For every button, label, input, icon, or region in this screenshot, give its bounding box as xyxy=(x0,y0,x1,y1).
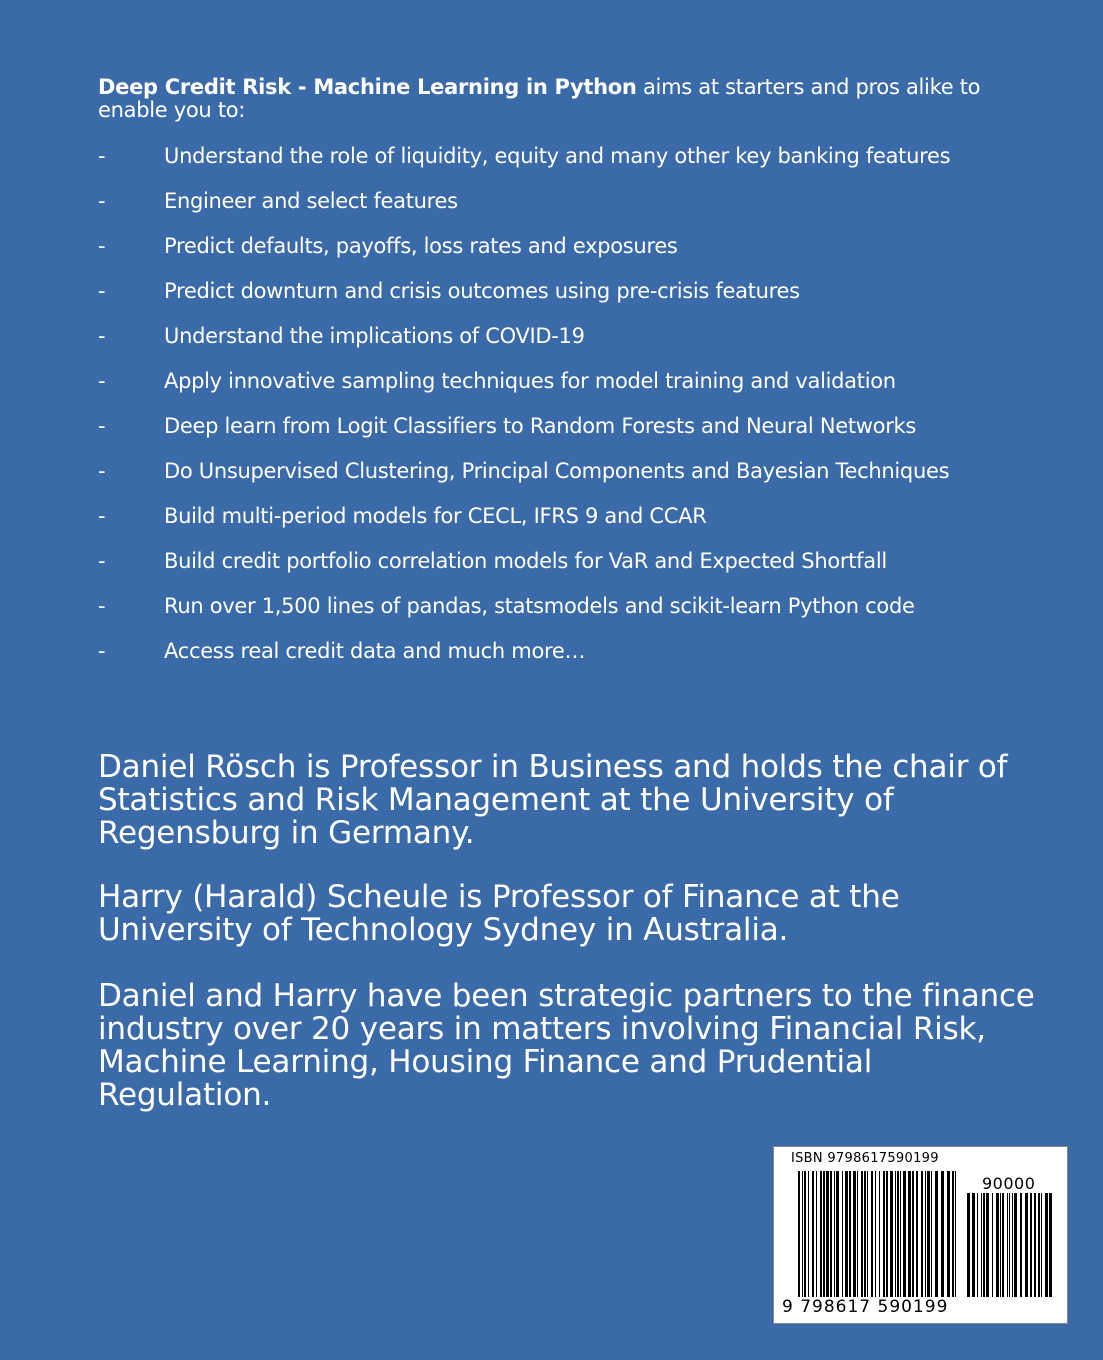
list-item xyxy=(98,322,1058,367)
author-bio-scheule: Harry (Harald) Scheule is Professor of Finance at the University of Technology Sydney in Australia. xyxy=(98,879,900,948)
list-item-text: Deep learn from Logit Classifiers to Random Forests and Neural Networks xyxy=(164,414,917,438)
list-item xyxy=(98,232,1058,277)
list-item-text: Access real credit data and much more… xyxy=(164,639,586,663)
list-item-text: Do Unsupervised Clustering, Principal Components and Bayesian Techniques xyxy=(164,459,950,483)
list-item-text: Build credit portfolio correlation models for VaR and Expected Shortfall xyxy=(164,549,887,573)
bullet-dash: - xyxy=(98,279,106,303)
list-item xyxy=(98,412,1058,457)
bullet-dash: - xyxy=(98,234,106,258)
bullet-dash: - xyxy=(98,324,106,348)
bullet-dash: - xyxy=(98,189,106,213)
author-bio-rosch: Daniel Rösch is Professor in Business and holds the chair of Statistics and Risk Management at the University of Regensburg in Germany. xyxy=(98,749,1008,851)
list-item-text: Apply innovative sampling techniques for model training and validation xyxy=(164,369,896,393)
list-item xyxy=(98,547,1058,592)
bullet-dash: - xyxy=(98,504,106,528)
bullet-dash: - xyxy=(98,639,106,663)
list-item xyxy=(98,502,1058,547)
isbn-label: ISBN 9798617590199 xyxy=(791,1151,939,1166)
bullet-dash: - xyxy=(98,414,106,438)
list-item xyxy=(98,142,1058,187)
list-item xyxy=(98,277,1058,322)
ean-digits: 9 798617 590199 xyxy=(782,1297,949,1317)
list-item xyxy=(98,187,1058,232)
intro-text: aims at starters and pros alike to enable you to: xyxy=(98,75,981,122)
list-item xyxy=(98,637,1058,682)
bullet-dash: - xyxy=(98,459,106,483)
bullet-dash: - xyxy=(98,549,106,573)
list-item-text: Understand the implications of COVID-19 xyxy=(164,324,585,348)
authors-partnership: Daniel and Harry have been strategic partners to the finance industry over 20 years in matters involving Financial Risk, Machine Learning, Housing Finance and Prudential Regulation. xyxy=(98,978,1035,1113)
list-item xyxy=(98,457,1058,502)
bullet-dash: - xyxy=(98,369,106,393)
price-code: 90000 xyxy=(982,1174,1036,1193)
list-item-text: Understand the role of liquidity, equity and many other key banking features xyxy=(164,144,951,168)
isbn-barcode xyxy=(773,1146,1068,1324)
bullet-dash: - xyxy=(98,144,106,168)
list-item-text: Run over 1,500 lines of pandas, statsmodels and scikit-learn Python code xyxy=(164,594,915,618)
list-item xyxy=(98,367,1058,412)
feature-list xyxy=(98,142,1058,682)
intro-paragraph xyxy=(98,76,1028,122)
list-item-text: Build multi-period models for CECL, IFRS 9 and CCAR xyxy=(164,504,707,528)
list-item-text: Predict downturn and crisis outcomes using pre-crisis features xyxy=(164,279,800,303)
book-title: Deep Credit Risk - Machine Learning in Python xyxy=(98,75,637,99)
list-item-text: Engineer and select features xyxy=(164,189,458,213)
list-item xyxy=(98,592,1058,637)
bullet-dash: - xyxy=(98,594,106,618)
list-item-text: Predict defaults, payoffs, loss rates and exposures xyxy=(164,234,678,258)
